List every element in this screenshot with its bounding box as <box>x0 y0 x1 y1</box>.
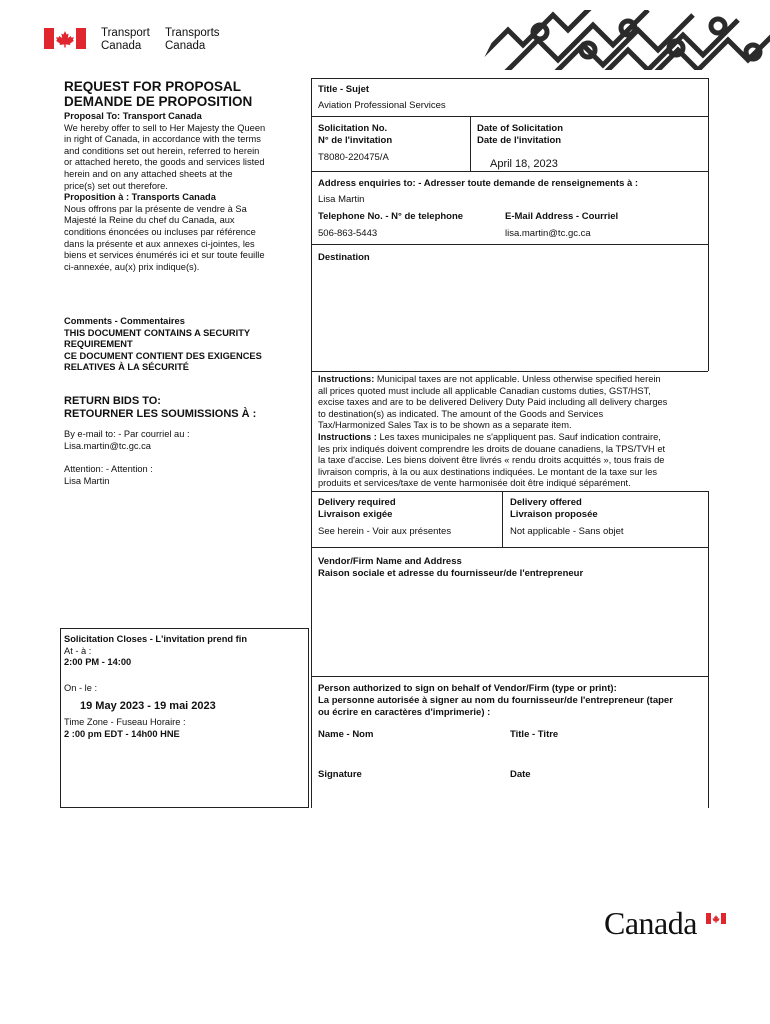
authorized-person-label: Person authorized to sign on behalf of Vendor/Firm (type or print): La personne autorisée à signer au nom du fournisseur/de l'entrepreneur (taper ou écrire en caractères d'imprimerie) : <box>318 683 673 718</box>
canada-flag-icon <box>44 28 86 49</box>
grid-line <box>708 78 709 371</box>
enquiries-name: Lisa Martin <box>318 194 365 205</box>
closing-date: 19 May 2023 - 19 mai 2023 <box>80 700 216 712</box>
department-name-en: Transport Canada <box>101 27 150 52</box>
title-value: Aviation Professional Services <box>318 100 446 111</box>
date-label: Date <box>510 769 531 780</box>
grid-line <box>502 491 503 547</box>
canada-wordmark: Canada <box>604 905 697 941</box>
solicitation-no-label: Solicitation No. N° de l'invitation <box>318 123 393 146</box>
phone-value: 506-863-5443 <box>318 228 378 239</box>
grid-line <box>311 371 708 372</box>
enquiries-label: Address enquiries to: - Adresser toute demande de renseignements à : <box>318 178 639 189</box>
delivery-required-value: See herein - Voir aux présentes <box>318 526 452 537</box>
destination-label: Destination <box>318 252 370 263</box>
title-field-label: Title - Titre <box>510 729 559 740</box>
phone-label: Telephone No. - N° de telephone <box>318 211 464 222</box>
email-value: lisa.martin@tc.gc.ca <box>505 228 591 239</box>
delivery-offered-label: Delivery offered Livraison proposée <box>510 497 598 520</box>
grid-line <box>311 116 708 117</box>
delivery-required-label: Delivery required Livraison exigée <box>318 497 396 520</box>
grid-line <box>311 244 708 245</box>
grid-line <box>311 78 708 79</box>
signature-label: Signature <box>318 769 362 780</box>
grid-line <box>311 78 312 808</box>
wordmark-flag-icon <box>706 913 726 924</box>
grid-line <box>311 547 708 548</box>
attention: Attention: - Attention : Lisa Martin <box>64 464 153 486</box>
solicitation-date-label: Date of Solicitation Date de l'invitation <box>477 123 564 146</box>
timezone: Time Zone - Fuseau Horaire : 2 :00 pm EDT - 14h00 HNE <box>64 717 186 739</box>
closes-section: Solicitation Closes - L'invitation prend fin At - à : 2:00 PM - 14:00 <box>64 634 247 668</box>
document-title: REQUEST FOR PROPOSAL DEMANDE DE PROPOSITION <box>64 79 253 109</box>
grid-line <box>470 116 471 171</box>
delivery-offered-value: Not applicable - Sans objet <box>510 526 624 537</box>
proposal-section: Proposal To: Transport Canada We hereby offer to sell to Her Majesty the Queen in right of Canada, in accordance with the terms and conditions set out herein, referred to herein or attached hereto, the goods and services listed herein and on any attached sheets at the price(s) set out therefore. Proposition à : Transports Canada Nous offrons par la présente de vendre à Sa Majesté la Reine du chef du Canada, aux conditions énoncées ou incluses par référence dans la présente et aux annexes ci-jointes, les biens et services énumérés ici et sur toute feuille ci-annexée, au(x) prix indique(s). <box>64 111 266 272</box>
email-label: E-Mail Address - Courriel <box>505 211 619 222</box>
decorative-pattern-icon <box>478 10 770 70</box>
vendor-label: Vendor/Firm Name and Address Raison sociale et adresse du fournisseur/de l'entrepreneur <box>318 556 584 579</box>
name-label: Name - Nom <box>318 729 374 740</box>
grid-line <box>311 171 708 172</box>
return-bids-heading: RETURN BIDS TO: RETOURNER LES SOUMISSIONS À : <box>64 395 257 420</box>
instructions: Instructions: Municipal taxes are not applicable. Unless otherwise specified herein all prices quoted must include all applicable Canadian customs duties, GST/HST, excise taxes and are to be delivered Delivery Duty Paid including all delivery charges to destination(s) as indicated. The amount of the Goods and Services Tax/Harmonized Sales Tax is to be shown as a separate item. Instructions : Les taxes municipales ne s'appliquent pas. Sauf indication contraire, les prix indiqués doivent comprendre les droits de douane canadiens, la TPS/TVH et la taxe d'accise. Les biens doivent être livrés « rendu droits acquittés », tous frais de livraison compris, à la ou aux destinations indiquées. Le montant de la taxe sur les produits et services/taxe de vente harmonisée doit être indiqué séparément. <box>318 374 668 489</box>
solicitation-no-value: T8080-220475/A <box>318 152 389 163</box>
comments-section: Comments - Commentaires THIS DOCUMENT CONTAINS A SECURITY REQUIREMENT CE DOCUMENT CONTIENT DES EXIGENCES RELATIVES À LA SÉCURITÉ <box>64 316 262 373</box>
grid-line <box>708 491 709 808</box>
department-name-fr: Transports Canada <box>165 27 220 52</box>
on-label: On - le : <box>64 683 98 693</box>
grid-line <box>311 491 708 492</box>
solicitation-date-value: April 18, 2023 <box>490 158 558 170</box>
title-label: Title - Sujet <box>318 84 370 95</box>
return-email: By e-mail to: - Par courriel au : Lisa.martin@tc.gc.ca <box>64 429 190 451</box>
grid-line <box>311 676 708 677</box>
